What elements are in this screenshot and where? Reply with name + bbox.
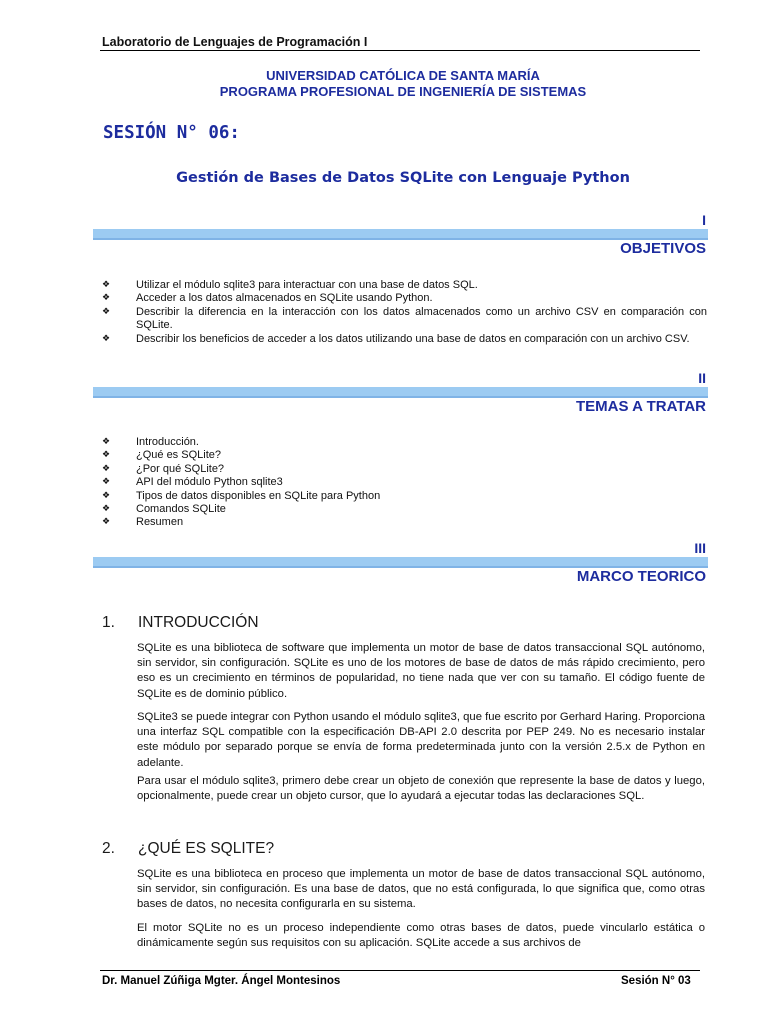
list-item: ❖ Describir la diferencia en la interacción con los datos almacenados como un archivo CSV en comparación con SQLite. <box>102 305 707 332</box>
diamond-bullet-icon: ❖ <box>102 437 111 447</box>
diamond-bullet-icon: ❖ <box>102 463 111 474</box>
subsection-number: 1. <box>102 614 115 631</box>
objectives-list <box>102 279 707 346</box>
paragraph: SQLite es una biblioteca en proceso que implementa un motor de base de datos transaccional SQL autónomo, sin servidor, sin configuración. Es una base de datos, que no está configurada, lo que significa que, como otras bases de datos, no necesita configurarla en su sistema. <box>137 868 705 911</box>
diamond-bullet-icon: ❖ <box>102 504 111 515</box>
paragraph: El motor SQLite no es un proceso independiente como otras bases de datos, puede vincularlo estática o dinámicamente según sus requisitos con su aplicación. SQLite accede a sus archivos de <box>137 922 705 950</box>
section-title: TEMAS A TRATAR <box>576 398 706 415</box>
list-item: ❖ Resumen <box>102 516 184 529</box>
diamond-bullet-icon: ❖ <box>102 293 111 304</box>
subsection-title: INTRODUCCIÓN <box>138 614 259 631</box>
session-title: SESIÓN N° 06: <box>103 123 240 143</box>
diamond-bullet-icon: ❖ <box>102 450 111 461</box>
section-title: OBJETIVOS <box>620 240 706 257</box>
page-header: Laboratorio de Lenguajes de Programación I <box>102 35 368 49</box>
section-number: II <box>698 370 706 386</box>
footer-session: Sesión N° 03 <box>621 975 691 987</box>
footer-authors: Dr. Manuel Zúñiga Mgter. Ángel Montesinos <box>102 975 341 987</box>
diamond-bullet-icon: ❖ <box>102 490 111 501</box>
document-subtitle: Gestión de Bases de Datos SQLite con Lenguaje Python <box>176 170 630 186</box>
list-item: ❖ API del módulo Python sqlite3 <box>102 476 283 489</box>
paragraph: Para usar el módulo sqlite3, primero debe crear un objeto de conexión que represente la base de datos y luego, opcionalmente, puede crear un objeto cursor, que lo ayudará a ejecutar todas las declaraciones SQL. <box>137 775 705 803</box>
section-title: MARCO TEORICO <box>576 568 706 585</box>
section-bar <box>93 557 708 568</box>
paragraph: SQLite3 se puede integrar con Python usando el módulo sqlite3, que fue escrito por Gerhard Haring. Proporciona una interfaz SQL compatible con la especificación DB-API 2.0 descrita por PEP 249. No es necesario instalar este módulo por separado porque se envía de forma predeterminada junto con la versión 2.5.x de Python en adelante. <box>137 711 705 769</box>
list-item: ❖ Utilizar el módulo sqlite3 para interactuar con una base de datos SQL. <box>102 279 478 291</box>
subsection-title: ¿QUÉ ES SQLITE? <box>138 840 275 857</box>
section-bar <box>93 387 708 398</box>
list-item: ❖ Acceder a los datos almacenados en SQLite usando Python. <box>102 292 433 305</box>
footer-rule <box>100 970 700 971</box>
diamond-bullet-icon: ❖ <box>102 517 111 528</box>
topics-list <box>102 436 707 530</box>
list-item: ❖ ¿Qué es SQLite? <box>102 449 221 462</box>
university-title: UNIVERSIDAD CATÓLICA DE SANTA MARÍA <box>266 68 540 83</box>
list-item: ❖ Describir los beneficios de acceder a los datos utilizando una base de datos en comparación con un archivo CSV. <box>102 332 690 345</box>
diamond-bullet-icon: ❖ <box>102 280 111 290</box>
diamond-bullet-icon: ❖ <box>102 477 111 488</box>
list-item: ❖ Comandos SQLite <box>102 503 226 516</box>
section-bar <box>93 229 708 240</box>
paragraph: SQLite es una biblioteca de software que implementa un motor de base de datos transaccional SQL autónomo, sin servidor, sin configuración. SQLite es uno de los motores de base de datos de más rápido crecimiento, pero eso es un crecimiento en términos de popularidad, no tiene nada que ver con su tamaño. El código fuente de SQLite es de dominio público. <box>137 642 705 700</box>
header-rule <box>100 50 700 51</box>
section-number: I <box>702 212 706 228</box>
diamond-bullet-icon: ❖ <box>102 306 111 317</box>
section-number: III <box>694 540 706 556</box>
list-item: ❖ Introducción. <box>102 436 199 448</box>
list-item: ❖ ¿Por qué SQLite? <box>102 462 225 475</box>
diamond-bullet-icon: ❖ <box>102 333 111 344</box>
program-title: PROGRAMA PROFESIONAL DE INGENIERÍA DE SISTEMAS <box>219 84 587 99</box>
list-item: ❖ Tipos de datos disponibles en SQLite para Python <box>102 489 381 502</box>
subsection-number: 2. <box>102 840 115 857</box>
